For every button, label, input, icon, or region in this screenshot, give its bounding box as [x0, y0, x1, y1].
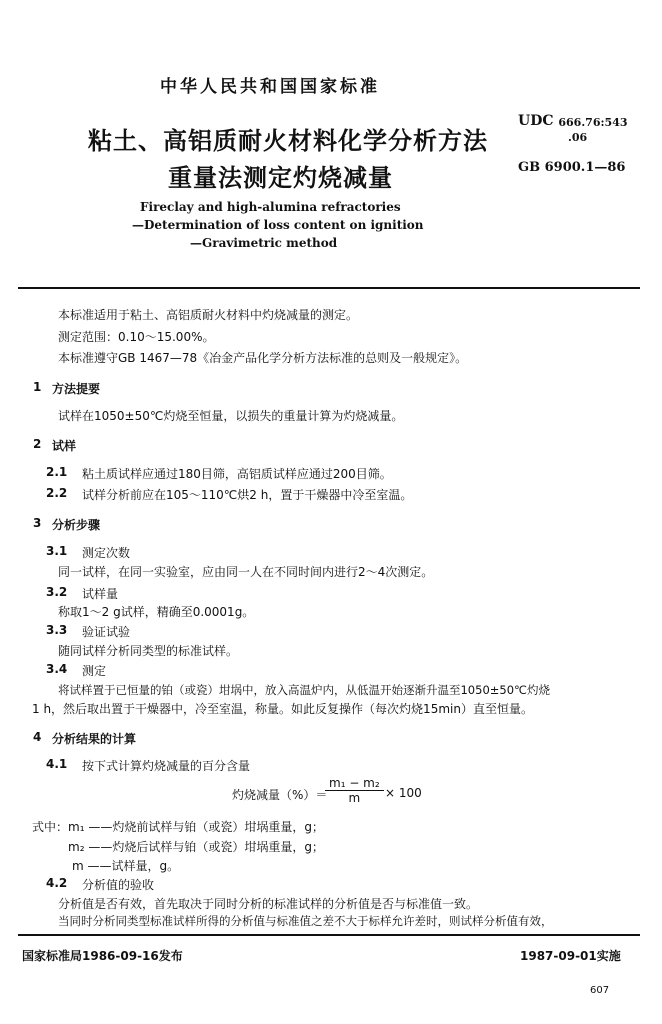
item-2-2-text: 试样分析前应在105～110℃烘2 h，置于干燥器中冷至室温。 [82, 488, 413, 502]
item-3-4-text-line2: 1 h，然后取出置于干燥器中，冷至室温，称量。如此反复操作（每次灼烧15min）直至恒量。 [32, 702, 533, 716]
item-3-1-text: 同一试样，在同一实验室，应由同一人在不同时间内进行2～4次测定。 [58, 565, 434, 579]
item-4-1-number: 4.1 [46, 757, 68, 771]
formula-lhs: 灼烧减量（%）＝ [232, 788, 328, 802]
item-3-2-text: 称取1～2 g试样，精确至0.0001g。 [58, 605, 255, 619]
page-number: 607 [590, 985, 610, 996]
section-1-title: 方法提要 [52, 382, 101, 396]
formula-denominator: m [348, 791, 361, 805]
udc-code [518, 113, 628, 129]
footer-divider [18, 934, 640, 936]
item-3-3-number: 3.3 [46, 623, 68, 637]
item-4-1-text: 按下式计算灼烧减量的百分含量 [82, 759, 251, 773]
formula-fraction [325, 776, 384, 805]
item-4-2-text-line1: 分析值是否有效，首先取决于同时分析的标准试样的分析值是否与标准值一致。 [58, 897, 479, 911]
gb-number: GB 6900.1—86 [518, 160, 626, 175]
where-label: 式中： [32, 820, 69, 834]
item-3-4-number: 3.4 [46, 662, 68, 676]
item-4-2-number: 4.2 [46, 876, 68, 890]
item-2-1-number: 2.1 [46, 465, 68, 479]
udc-suffix: .06 [568, 131, 588, 144]
udc-label: UDC [518, 113, 554, 129]
item-4-2-title: 分析值的验收 [82, 878, 155, 892]
where-m: m ——试样量，g。 [72, 859, 180, 873]
section-3-title: 分析步骤 [52, 518, 101, 532]
item-3-2-number: 3.2 [46, 585, 68, 599]
issue-date: 国家标准局1986-09-16发布 [22, 949, 183, 963]
document-title-line1: 粘土、高铝质耐火材料化学分析方法 [88, 126, 488, 155]
english-title-line2: —Determination of loss content on ignition [132, 218, 424, 232]
national-standard-heading: 中华人民共和国国家标准 [160, 77, 380, 97]
udc-number: 666.76:543 [558, 116, 628, 129]
formula-rhs: × 100 [385, 786, 422, 800]
item-2-1-text: 粘土质试样应通过180目筛，高铝质试样应通过200目筛。 [82, 467, 392, 481]
english-title-line3: —Gravimetric method [190, 236, 338, 250]
section-3-number: 3 [33, 516, 42, 530]
item-3-4-title: 测定 [82, 664, 107, 678]
item-3-2-title: 试样量 [82, 587, 119, 601]
where-m2: m₂ ——灼烧后试样与铂（或瓷）坩埚重量，g； [68, 840, 324, 854]
formula-numerator: m₁ − m₂ [325, 776, 384, 791]
section-1-text: 试样在1050±50℃灼烧至恒量，以损失的重量计算为灼烧减量。 [58, 409, 404, 423]
item-3-1-number: 3.1 [46, 544, 68, 558]
item-4-2-text-line2: 当同时分析同类型标准试样所得的分析值与标准值之差不大于标样允许差时，则试样分析值有效， [58, 914, 553, 928]
intro-reference: 本标准遵守GB 1467—78《冶金产品化学分析方法标准的总则及一般规定》。 [58, 351, 468, 365]
item-3-3-text: 随同试样分析同类型的标准试样。 [58, 644, 239, 658]
item-2-2-number: 2.2 [46, 486, 68, 500]
section-4-number: 4 [33, 730, 42, 744]
item-3-1-title: 测定次数 [82, 546, 131, 560]
english-title-line1: Fireclay and high-alumina refractories [140, 200, 401, 214]
section-1-number: 1 [33, 380, 42, 394]
effective-date: 1987-09-01实施 [520, 949, 621, 963]
item-3-4-text-line1: 将试样置于已恒量的铂（或瓷）坩埚中，放入高温炉内，从低温开始逐渐升温至1050±50℃灼烧 [58, 683, 550, 697]
item-3-3-title: 验证试验 [82, 625, 131, 639]
section-2-number: 2 [33, 437, 42, 451]
header-divider [18, 287, 640, 289]
document-title-line2: 重量法测定灼烧减量 [168, 163, 393, 192]
intro-scope: 本标准适用于粘土、高铝质耐火材料中灼烧减量的测定。 [58, 308, 359, 322]
section-2-title: 试样 [52, 439, 77, 453]
intro-range: 测定范围：0.10～15.00%。 [58, 330, 215, 344]
where-m1: m₁ ——灼烧前试样与铂（或瓷）坩埚重量，g； [68, 820, 324, 834]
section-4-title: 分析结果的计算 [52, 732, 137, 746]
